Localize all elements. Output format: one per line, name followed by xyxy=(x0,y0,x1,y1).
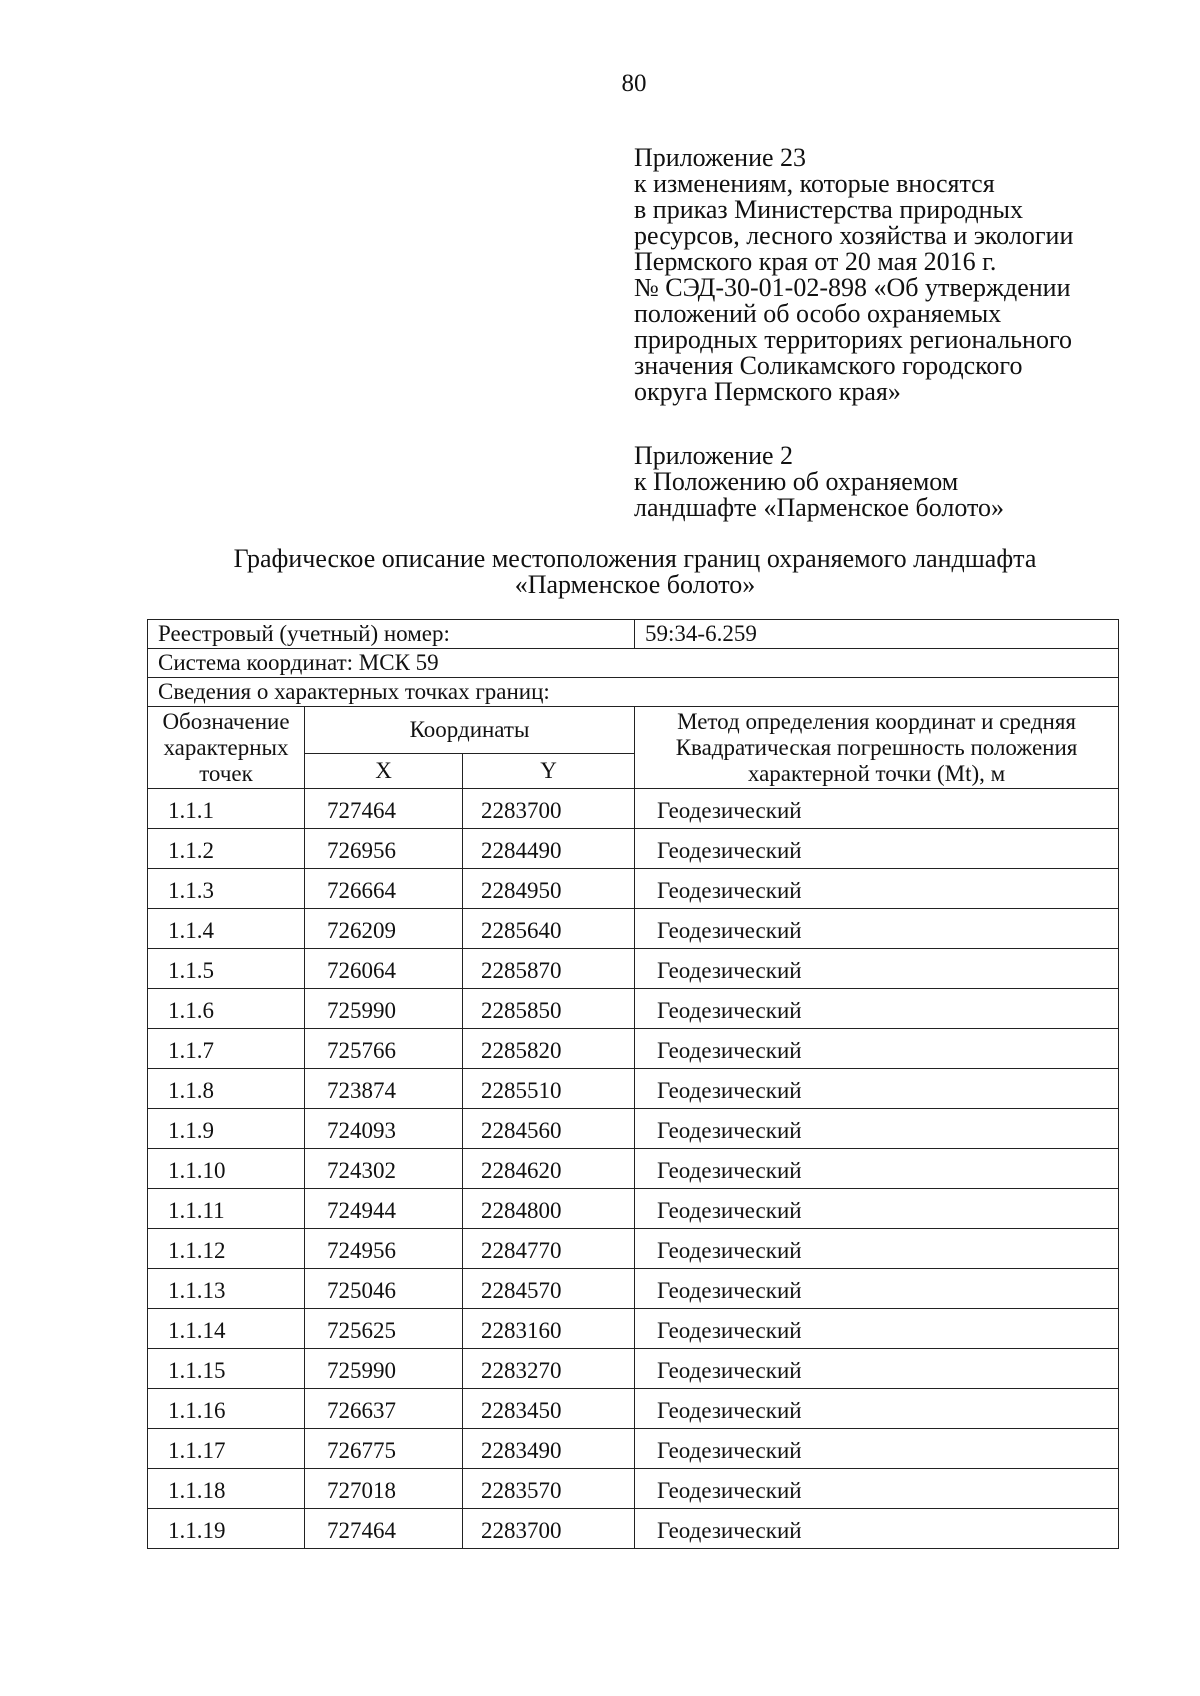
y-cell: 2285870 xyxy=(463,949,635,989)
point-cell: 1.1.19 xyxy=(148,1509,305,1549)
appendix-line: к Положению об охраняемом xyxy=(634,467,959,496)
x-cell: 723874 xyxy=(305,1069,463,1109)
y-cell: 2285820 xyxy=(463,1029,635,1069)
appendix-line: в приказ Министерства природных xyxy=(634,195,1024,224)
point-cell: 1.1.11 xyxy=(148,1189,305,1229)
table-row xyxy=(148,1389,1119,1429)
method-cell: Геодезический xyxy=(635,1189,1119,1229)
x-cell: 727464 xyxy=(305,789,463,829)
appendix-23-block xyxy=(634,145,1194,405)
y-cell: 2283570 xyxy=(463,1469,635,1509)
table-row xyxy=(148,1429,1119,1469)
x-cell: 724944 xyxy=(305,1189,463,1229)
appendix-line: ресурсов, лесного хозяйства и экологии xyxy=(634,221,1074,250)
method-cell: Геодезический xyxy=(635,989,1119,1029)
table-row xyxy=(148,869,1119,909)
y-cell: 2284950 xyxy=(463,869,635,909)
x-cell: 725046 xyxy=(305,1269,463,1309)
x-cell: 726956 xyxy=(305,829,463,869)
table-row xyxy=(148,1469,1119,1509)
table-row xyxy=(148,789,1119,829)
x-cell: 724956 xyxy=(305,1229,463,1269)
table-row xyxy=(148,829,1119,869)
point-cell: 1.1.12 xyxy=(148,1229,305,1269)
method-cell: Геодезический xyxy=(635,1109,1119,1149)
x-cell: 726209 xyxy=(305,909,463,949)
table-body xyxy=(148,789,1119,1549)
coord-system-row xyxy=(148,649,1119,678)
table-row xyxy=(148,1149,1119,1189)
y-cell: 2284570 xyxy=(463,1269,635,1309)
appendix-line: положений об особо охраняемых xyxy=(634,299,1002,328)
appendix-line: Приложение 23 xyxy=(634,143,807,172)
appendix-line: к изменениям, которые вносятся xyxy=(634,169,995,198)
y-cell: 2283450 xyxy=(463,1389,635,1429)
table-row xyxy=(148,989,1119,1029)
appendix-line: природных территориях регионального xyxy=(634,325,1072,354)
document-title-line: Графическое описание местоположения границ охраняемого ландшафта xyxy=(233,544,1037,573)
table-row xyxy=(148,1309,1119,1349)
table-row xyxy=(148,909,1119,949)
table-row xyxy=(148,1109,1119,1149)
x-cell: 725990 xyxy=(305,989,463,1029)
y-cell: 2283270 xyxy=(463,1349,635,1389)
table-row xyxy=(148,1269,1119,1309)
method-cell: Геодезический xyxy=(635,1309,1119,1349)
point-cell: 1.1.5 xyxy=(148,949,305,989)
table-row xyxy=(148,1509,1119,1549)
point-cell: 1.1.8 xyxy=(148,1069,305,1109)
point-cell: 1.1.9 xyxy=(148,1109,305,1149)
x-cell: 725625 xyxy=(305,1309,463,1349)
y-cell: 2284560 xyxy=(463,1109,635,1149)
y-cell: 2285850 xyxy=(463,989,635,1029)
method-cell: Геодезический xyxy=(635,949,1119,989)
method-cell: Геодезический xyxy=(635,829,1119,869)
point-cell: 1.1.13 xyxy=(148,1269,305,1309)
appendix-2-block xyxy=(634,443,1194,521)
points-info: Сведения о характерных точках границ: xyxy=(148,678,1119,707)
appendix-line: округа Пермского края» xyxy=(634,377,901,406)
x-cell: 726775 xyxy=(305,1429,463,1469)
method-cell: Геодезический xyxy=(635,1389,1119,1429)
table-row xyxy=(148,949,1119,989)
point-cell: 1.1.18 xyxy=(148,1469,305,1509)
point-cell: 1.1.16 xyxy=(148,1389,305,1429)
table-row xyxy=(148,1349,1119,1389)
method-cell: Геодезический xyxy=(635,909,1119,949)
x-cell: 725990 xyxy=(305,1349,463,1389)
y-cell: 2283490 xyxy=(463,1429,635,1469)
appendix-line: Приложение 2 xyxy=(634,441,794,470)
y-cell: 2283700 xyxy=(463,789,635,829)
point-cell: 1.1.15 xyxy=(148,1349,305,1389)
x-cell: 726064 xyxy=(305,949,463,989)
point-cell: 1.1.4 xyxy=(148,909,305,949)
x-cell: 724302 xyxy=(305,1149,463,1189)
point-cell: 1.1.7 xyxy=(148,1029,305,1069)
y-cell: 2285640 xyxy=(463,909,635,949)
y-cell: 2284770 xyxy=(463,1229,635,1269)
y-cell: 2283160 xyxy=(463,1309,635,1349)
page-number: 80 xyxy=(621,70,647,97)
point-cell: 1.1.3 xyxy=(148,869,305,909)
method-cell: Геодезический xyxy=(635,1149,1119,1189)
x-cell: 727018 xyxy=(305,1469,463,1509)
appendix-line: Пермского края от 20 мая 2016 г. xyxy=(634,247,997,276)
boundary-points-table xyxy=(147,619,1119,1549)
appendix-line: значения Соликамского городского xyxy=(634,351,1023,380)
column-header-x: X xyxy=(305,754,463,789)
x-cell: 726637 xyxy=(305,1389,463,1429)
column-header-point: Обозначение характерных точек xyxy=(148,707,305,789)
table-header-row xyxy=(148,707,1119,754)
registry-row xyxy=(148,620,1119,649)
point-cell: 1.1.10 xyxy=(148,1149,305,1189)
registry-label: Реестровый (учетный) номер: xyxy=(148,620,635,649)
document-title xyxy=(130,546,1140,598)
column-header-method: Метод определения координат и средняя Квадратическая погрешность положения характерной точки (Mt), м xyxy=(635,707,1119,789)
point-cell: 1.1.1 xyxy=(148,789,305,829)
column-header-y: Y xyxy=(463,754,635,789)
x-cell: 725766 xyxy=(305,1029,463,1069)
y-cell: 2284620 xyxy=(463,1149,635,1189)
method-cell: Геодезический xyxy=(635,1269,1119,1309)
method-cell: Геодезический xyxy=(635,1229,1119,1269)
method-cell: Геодезический xyxy=(635,1069,1119,1109)
table-row xyxy=(148,1189,1119,1229)
y-cell: 2284490 xyxy=(463,829,635,869)
column-header-coordinates: Координаты xyxy=(305,707,635,754)
point-cell: 1.1.6 xyxy=(148,989,305,1029)
appendix-line: ландшафте «Парменское болото» xyxy=(634,493,1005,522)
method-cell: Геодезический xyxy=(635,789,1119,829)
method-cell: Геодезический xyxy=(635,1509,1119,1549)
appendix-line: № СЭД-30-01-02-898 «Об утверждении xyxy=(634,273,1071,302)
table-row xyxy=(148,1069,1119,1109)
method-cell: Геодезический xyxy=(635,1469,1119,1509)
method-cell: Геодезический xyxy=(635,1429,1119,1469)
x-cell: 724093 xyxy=(305,1109,463,1149)
point-cell: 1.1.17 xyxy=(148,1429,305,1469)
y-cell: 2285510 xyxy=(463,1069,635,1109)
point-cell: 1.1.14 xyxy=(148,1309,305,1349)
y-cell: 2283700 xyxy=(463,1509,635,1549)
y-cell: 2284800 xyxy=(463,1189,635,1229)
document-title-line: «Парменское болото» xyxy=(514,570,756,599)
method-cell: Геодезический xyxy=(635,1349,1119,1389)
point-cell: 1.1.2 xyxy=(148,829,305,869)
x-cell: 727464 xyxy=(305,1509,463,1549)
table-row xyxy=(148,1029,1119,1069)
coord-system: Система координат: МСК 59 xyxy=(148,649,1119,678)
method-cell: Геодезический xyxy=(635,869,1119,909)
table-row xyxy=(148,1229,1119,1269)
method-cell: Геодезический xyxy=(635,1029,1119,1069)
points-info-row xyxy=(148,678,1119,707)
x-cell: 726664 xyxy=(305,869,463,909)
registry-value: 59:34-6.259 xyxy=(635,620,1119,649)
